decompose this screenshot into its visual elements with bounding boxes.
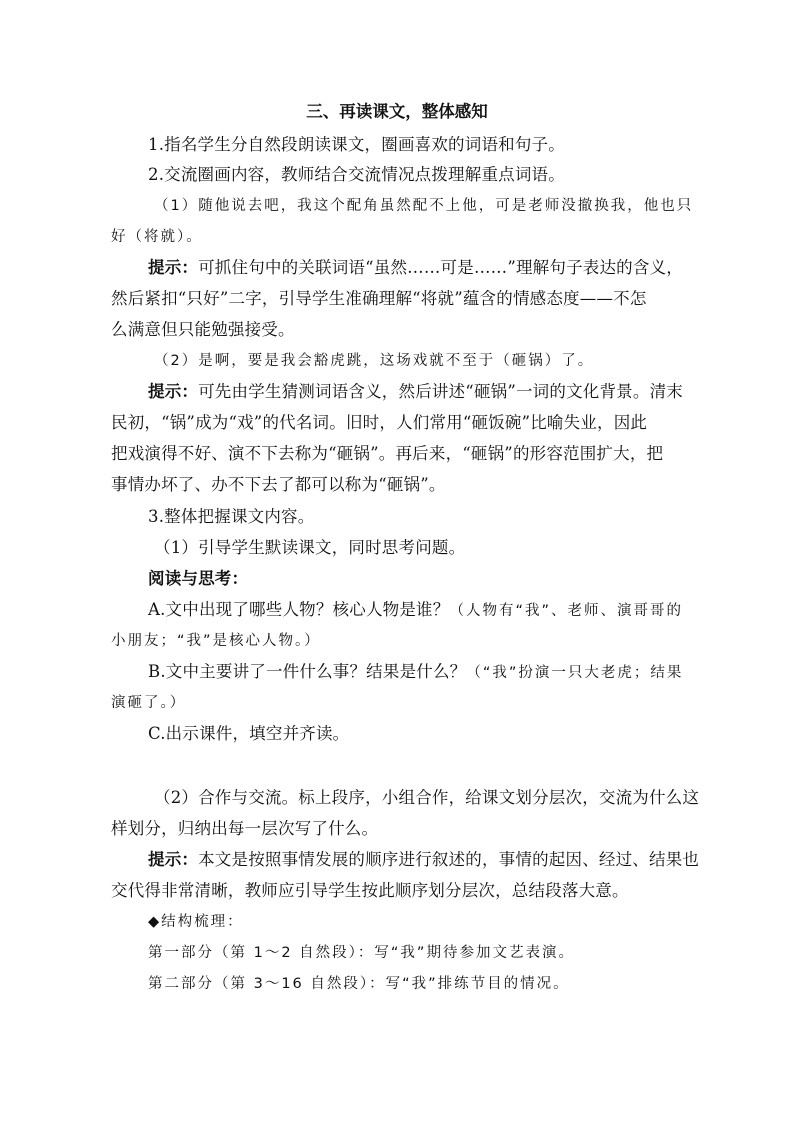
- tip-label: 提示：: [148, 382, 199, 401]
- sentence-1-line-2: 好（将就）。: [111, 229, 203, 245]
- tip-text: 本文是按照事情发展的顺序进行叙述的，事情的起因、经过、结果也: [198, 850, 700, 869]
- tip-2-line-2: 民初，“锅”成为“戏”的代名词。旧时，人们常用“砸饭碗”比喻失业，因此: [111, 413, 648, 432]
- question-a-answer: （人物有“我”、老师、演哥哥的: [449, 603, 683, 619]
- question-b: B.文中主要讲了一件什么事？结果是什么？: [148, 662, 467, 681]
- tip-text: 可先由学生猜测词语含义，然后讲述“砸锅”一词的文化背景。清末: [198, 382, 683, 401]
- sentence-1-line-1: （1）随他说去吧，我这个配角虽然配不上他，可是老师没撤换我，他也只: [154, 198, 694, 214]
- sentence-2: （2）是啊，要是我会豁虎跳，这场戏就不至于（砸锅）了。: [154, 353, 595, 369]
- question-b-line-2: 演砸了。）: [111, 695, 187, 711]
- question-c: C.出示课件，填空并齐读。: [148, 724, 350, 743]
- question-b-line-1: [148, 660, 683, 685]
- step-2-text: 2.交流圈画内容，教师结合交流情况点拨理解重点词语。: [148, 165, 565, 184]
- step-3-text: 3.整体把握课文内容。: [148, 507, 315, 526]
- tip-3-line-1: [148, 848, 699, 872]
- tip-text: 可抓住句中的关联词语“虽然……可是……”理解句子表达的含义，: [198, 258, 683, 277]
- tip-1-line-3: 么满意但只能勉强接受。: [111, 320, 295, 339]
- structure-heading: ◆结构梳理：: [148, 914, 244, 930]
- structure-part-2: 第二部分（第 3～16 自然段）：写“我”排练节目的情况。: [148, 976, 570, 992]
- tip-2-line-3: 把戏演得不好、演不下去称为“砸锅”。再后来，“砸锅”的形容范围扩大，把: [111, 444, 664, 463]
- step-1-text: 1.指名学生分自然段朗读课文，圈画喜欢的词语和句子。: [148, 135, 565, 154]
- reading-heading: 阅读与思考：: [148, 569, 249, 588]
- question-b-answer: （“我”扮演一只大老虎；结果: [466, 665, 684, 681]
- tip-label: 提示：: [148, 258, 199, 277]
- section-title: 三、再读课文，整体感知: [306, 102, 488, 121]
- question-a: A.文中出现了哪些人物？核心人物是谁？: [148, 600, 450, 619]
- tip-label: 提示：: [148, 850, 199, 869]
- tip-2-line-4: 事情办坏了、办不下去了都可以称为“砸锅”。: [111, 475, 446, 494]
- tip-3-line-2: 交代得非常清晰，教师应引导学生按此顺序划分层次，总结段落大意。: [111, 881, 629, 900]
- tip-1-line-1: [148, 256, 683, 280]
- question-a-line-1: [148, 598, 683, 623]
- structure-part-1: 第一部分（第 1～2 自然段）：写“我”期待参加文艺表演。: [148, 945, 575, 961]
- tip-1-line-2: 然后紧扣“只好”二字，引导学生准确理解“将就”蕴含的情感态度——不怎: [111, 289, 647, 308]
- substep-2-line-2: 样划分，归纳出每一层次写了什么。: [111, 819, 379, 838]
- tip-2-line-1: [148, 380, 683, 404]
- substep-1-text: （1）引导学生默读课文，同时思考问题。: [154, 538, 466, 557]
- question-a-line-2: 小朋友；“我”是核心人物。）: [111, 633, 321, 649]
- substep-2-line-1: （2）合作与交流。标上段序，小组合作，给课文划分层次，交流为什么这: [154, 788, 700, 807]
